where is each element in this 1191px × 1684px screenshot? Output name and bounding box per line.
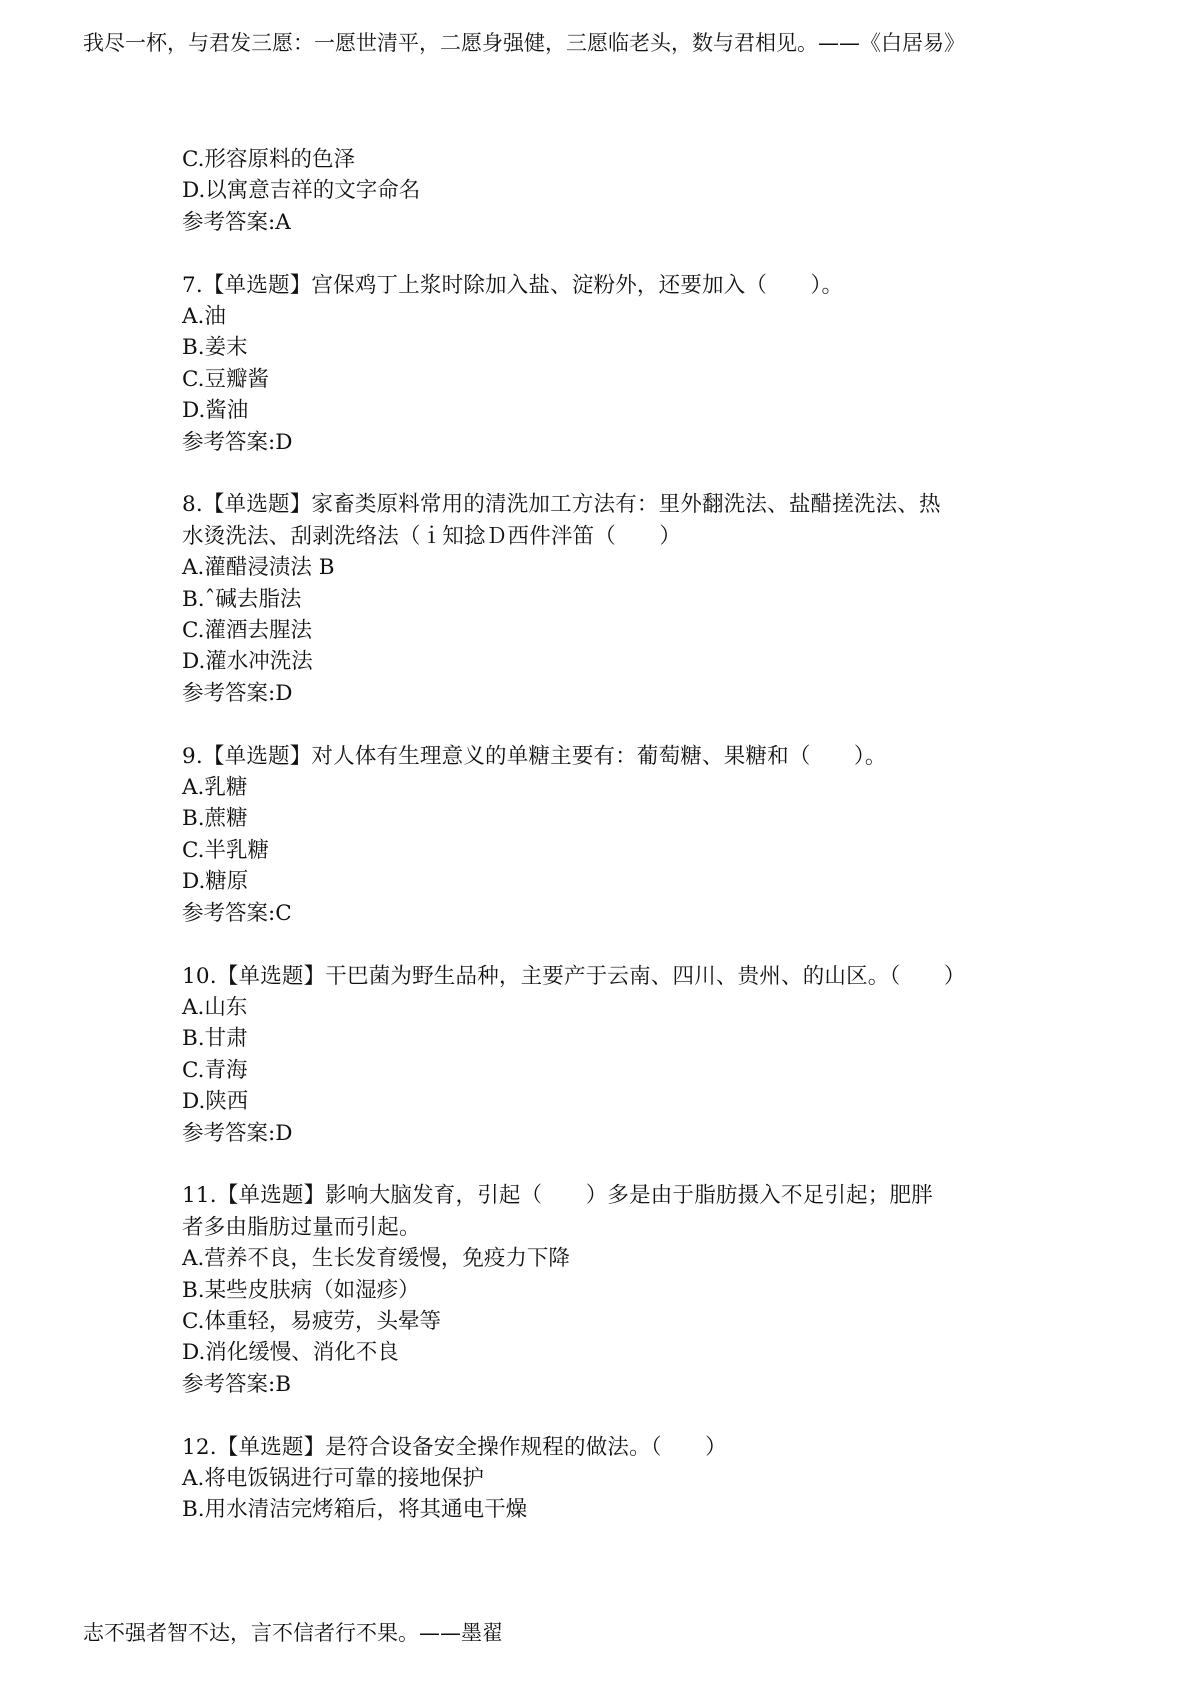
answer: 参考答案:A <box>182 209 291 235</box>
document-body <box>182 144 1022 1526</box>
option-d: D.糖原 <box>182 869 249 895</box>
question-stem-line-1: 8.【单选题】家畜类原料常用的清洗加工方法有：里外翻洗法、盐醋搓洗法、热 <box>182 492 941 518</box>
question-11 <box>182 1180 1022 1400</box>
answer: 参考答案:D <box>182 429 293 455</box>
option-c: C.体重轻，易疲劳，头晕等 <box>182 1308 442 1334</box>
option-d: D.陕西 <box>182 1089 249 1115</box>
option-a: A.营养不良，生长发育缓慢，免疫力下降 <box>182 1246 570 1272</box>
answer: 参考答案:B <box>182 1371 292 1397</box>
option-c: C.灌酒去腥法 <box>182 618 313 644</box>
question-stem: 7.【单选题】宫保鸡丁上浆时除加入盐、淀粉外，还要加入（ ）。 <box>182 272 844 298</box>
question-stem-line-1: 11.【单选题】影响大脑发育，引起（ ）多是由于脂肪摄入不足引起；肥胖 <box>182 1183 933 1209</box>
option-d: D.消化缓慢、消化不良 <box>182 1340 399 1366</box>
option-d: D.灌水冲洗法 <box>182 649 313 675</box>
option-d: D.酱油 <box>182 398 249 424</box>
option-a: A.灌醋浸渍法 B <box>182 555 335 581</box>
question-7 <box>182 270 1022 458</box>
footer-quote: 志不强者智不达，言不信者行不果。——墨翟 <box>83 1621 503 1645</box>
option-b: B.甘肃 <box>182 1026 248 1052</box>
option-c: C.青海 <box>182 1057 248 1083</box>
question-stem: 9.【单选题】对人体有生理意义的单糖主要有：葡萄糖、果糖和（ ）。 <box>182 743 887 769</box>
option-a: A.乳糖 <box>182 775 248 801</box>
question-stem-line-2: 水烫洗法、刮剥洗络法（ｉ知捻Ｄ西件泮笛（ ） <box>182 523 682 549</box>
option-d: D.以寓意吉祥的文字命名 <box>182 178 421 204</box>
answer: 参考答案:D <box>182 1120 293 1146</box>
option-b: B.姜末 <box>182 335 248 361</box>
option-a: A.油 <box>182 304 226 330</box>
header-quote: 我尽一杯，与君发三愿：一愿世清平，二愿身强健，三愿临老头，数与君相见。——《白居易》 <box>83 31 965 55</box>
question-stem-line-2: 者多由脂肪过量而引起。 <box>182 1214 421 1240</box>
option-b: B.ˆ碱去脂法 <box>182 586 302 612</box>
option-c: C.形容原料的色泽 <box>182 147 356 172</box>
question-8 <box>182 489 1022 709</box>
option-c: C.豆瓣酱 <box>182 366 270 392</box>
question-stem: 10.【单选题】干巴菌为野生品种，主要产于云南、四川、贵州、的山区。（ ） <box>182 963 966 989</box>
option-a: A.山东 <box>182 994 248 1020</box>
prev-question-tail <box>182 144 1022 238</box>
option-b: B.某些皮肤病（如湿疹） <box>182 1277 420 1303</box>
option-a: A.将电饭锅进行可靠的接地保护 <box>182 1465 484 1491</box>
question-12 <box>182 1432 1022 1526</box>
answer: 参考答案:D <box>182 680 293 706</box>
question-9 <box>182 741 1022 929</box>
option-b: B.用水清洁完烤箱后，将其通电干燥 <box>182 1497 528 1523</box>
option-c: C.半乳糖 <box>182 837 270 863</box>
answer: 参考答案:C <box>182 900 292 926</box>
option-b: B.蔗糖 <box>182 806 248 832</box>
question-10 <box>182 961 1022 1149</box>
question-stem: 12.【单选题】是符合设备安全操作规程的做法。（ ） <box>182 1434 727 1460</box>
